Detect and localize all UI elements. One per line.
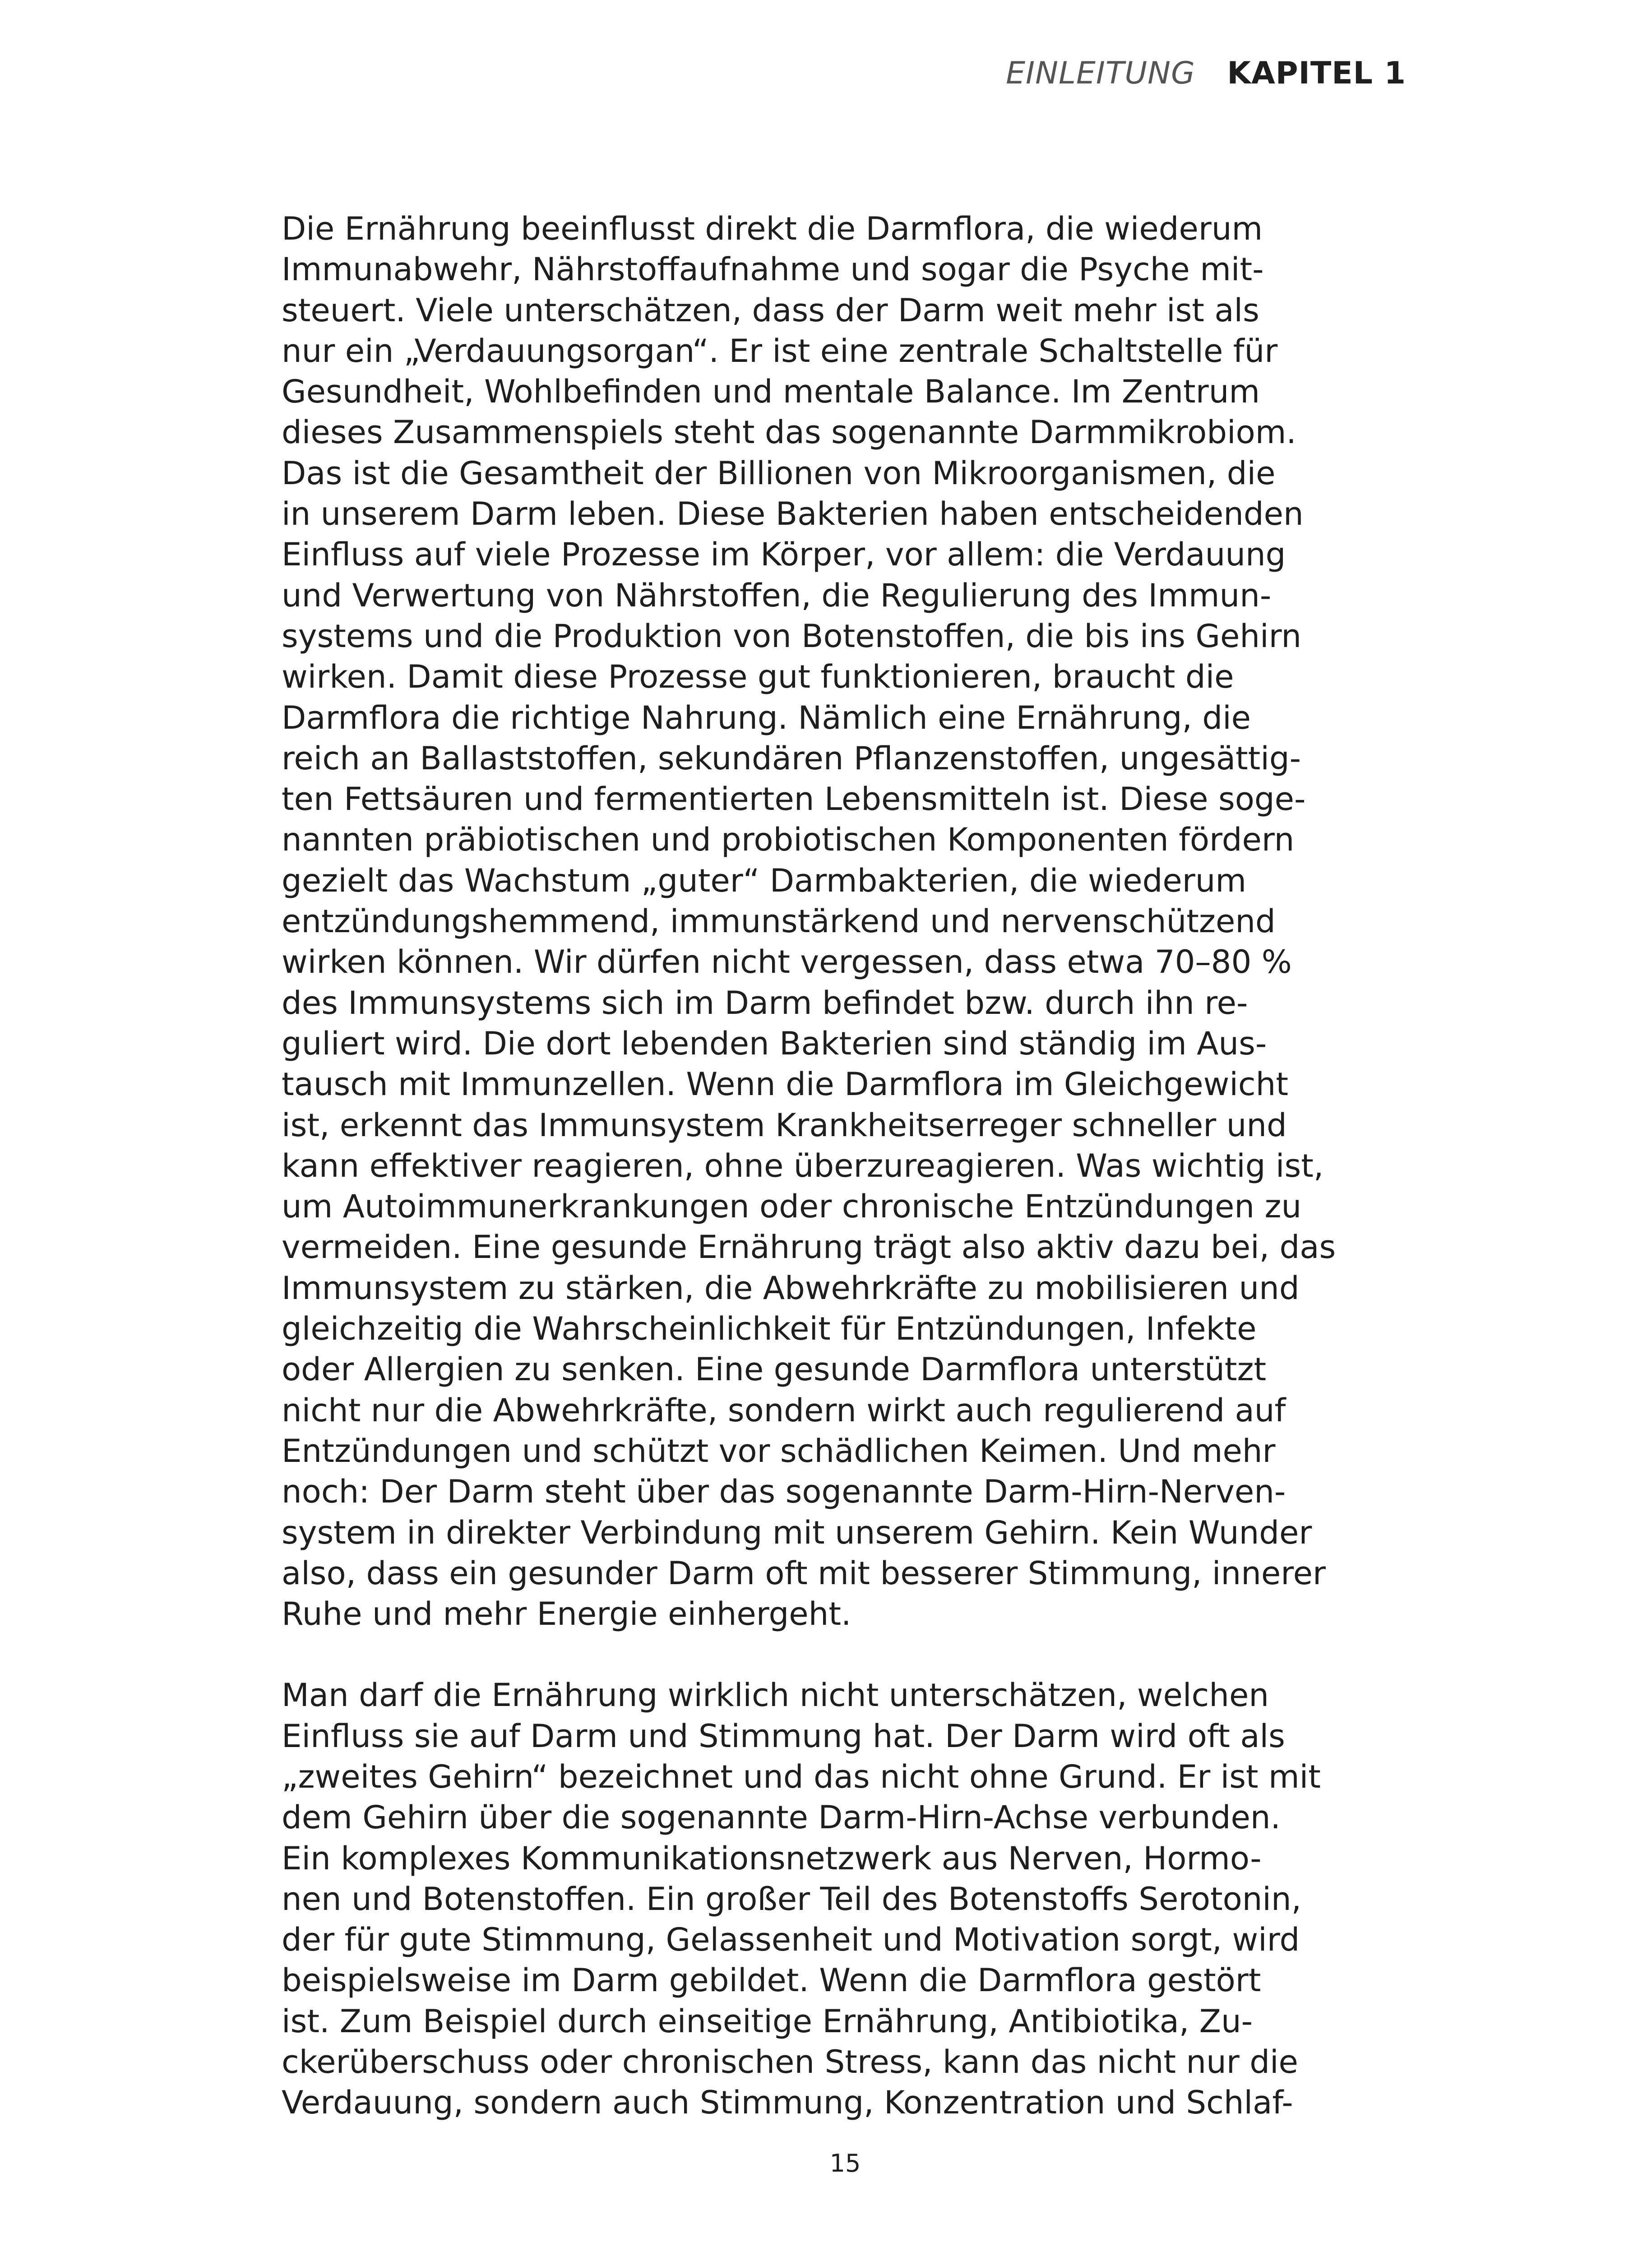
text-line: wirken. Damit diese Prozesse gut funktionieren, braucht die — [282, 658, 1234, 696]
paragraph-2 — [282, 1675, 1414, 2123]
text-line: systems und die Produktion von Botenstoffen, die bis ins Gehirn — [282, 617, 1302, 655]
text-line: beispielsweise im Darm gebildet. Wenn die Darmflora gestört — [282, 1962, 1261, 1999]
paragraph-1 — [282, 208, 1414, 1634]
text-line: wirken können. Wir dürfen nicht vergessen, dass etwa 70–80 % — [282, 943, 1292, 981]
text-line: gleichzeitig die Wahrscheinlichkeit für Entzündungen, Infekte — [282, 1310, 1257, 1348]
text-line: ten Fettsäuren und fermentierten Lebensmitteln ist. Diese soge- — [282, 781, 1306, 818]
text-line: und Verwertung von Nährstoffen, die Regulierung des Immun- — [282, 577, 1272, 614]
text-line: reich an Ballaststoffen, sekundären Pflanzenstoffen, ungesättig- — [282, 740, 1301, 777]
text-line: kann effektiver reagieren, ohne überzureagieren. Was wichtig ist, — [282, 1147, 1324, 1184]
text-line: der für gute Stimmung, Gelassenheit und Motivation sorgt, wird — [282, 1921, 1300, 1959]
header-section-title: EINLEITUNG — [1006, 55, 1195, 91]
text-line: dem Gehirn über die sogenannte Darm-Hirn-Achse verbunden. — [282, 1799, 1281, 1836]
text-line: ist, erkennt das Immunsystem Krankheitserreger schneller und — [282, 1106, 1287, 1144]
text-line: Das ist die Gesamtheit der Billionen von Mikroorganismen, die — [282, 454, 1276, 492]
text-line: nannten präbiotischen und probiotischen Komponenten fördern — [282, 821, 1295, 859]
text-line: Einfluss sie auf Darm und Stimmung hat. Der Darm wird oft als — [282, 1717, 1285, 1755]
text-line: Ruhe und mehr Energie einhergeht. — [282, 1595, 851, 1633]
text-line: Die Ernährung beeinflusst direkt die Darmflora, die wiederum — [282, 210, 1263, 247]
text-line: dieses Zusammenspiels steht das sogenannte Darmmikrobiom. — [282, 414, 1296, 451]
text-line: system in direkter Verbindung mit unserem Gehirn. Kein Wunder — [282, 1514, 1312, 1551]
text-line: ist. Zum Beispiel durch einseitige Ernährung, Antibiotika, Zu- — [282, 2002, 1253, 2040]
text-line: steuert. Viele unterschätzen, dass der Darm weit mehr ist als — [282, 291, 1259, 329]
text-line: vermeiden. Eine gesunde Ernährung trägt also aktiv dazu bei, das — [282, 1229, 1336, 1266]
text-line: guliert wird. Die dort lebenden Bakterien sind ständig im Aus- — [282, 1025, 1267, 1062]
text-line: nen und Botenstoffen. Ein großer Teil des Botenstoffs Serotonin, — [282, 1880, 1302, 1918]
text-line: in unserem Darm leben. Diese Bakterien haben entscheidenden — [282, 495, 1304, 533]
text-line: des Immunsystems sich im Darm befindet bzw. durch ihn re- — [282, 984, 1248, 1022]
running-header — [1006, 53, 1406, 94]
text-line: Immunsystem zu stärken, die Abwehrkräfte zu mobilisieren und — [282, 1269, 1300, 1307]
text-line: Ein komplexes Kommunikationsnetzwerk aus Nerven, Hormo- — [282, 1840, 1262, 1877]
text-line: Immunabwehr, Nährstoffaufnahme und sogar die Psyche mit- — [282, 251, 1264, 288]
text-line: nur ein „Verdauungsorgan“. Er ist eine zentrale Schaltstelle für — [282, 332, 1278, 370]
header-chapter-label: KAPITEL 1 — [1227, 55, 1406, 91]
text-line: tausch mit Immunzellen. Wenn die Darmflora im Gleichgewicht — [282, 1066, 1289, 1103]
text-line: also, dass ein gesunder Darm oft mit besserer Stimmung, innerer — [282, 1554, 1326, 1592]
text-line: noch: Der Darm steht über das sogenannte Darm-Hirn-Nerven- — [282, 1473, 1286, 1511]
text-line: Verdauung, sondern auch Stimmung, Konzentration und Schlaf- — [282, 2084, 1293, 2122]
body-text — [282, 208, 1414, 2164]
page-number: 15 — [829, 2149, 861, 2177]
text-line: „zweites Gehirn“ bezeichnet und das nicht ohne Grund. Er ist mit — [282, 1758, 1321, 1795]
text-line: Man darf die Ernährung wirklich nicht unterschätzen, welchen — [282, 1677, 1269, 1714]
text-line: gezielt das Wachstum „guter“ Darmbakterien, die wiederum — [282, 862, 1247, 899]
text-line: Darmflora die richtige Nahrung. Nämlich eine Ernährung, die — [282, 699, 1251, 736]
text-line: Entzündungen und schützt vor schädlichen Keimen. Und mehr — [282, 1432, 1276, 1470]
text-line: nicht nur die Abwehrkräfte, sondern wirkt auch regulierend auf — [282, 1392, 1286, 1429]
text-line: oder Allergien zu senken. Eine gesunde Darmflora unterstützt — [282, 1351, 1267, 1388]
text-line: um Autoimmunerkrankungen oder chronische Entzündungen zu — [282, 1188, 1302, 1225]
text-line: ckerüberschuss oder chronischen Stress, kann das nicht nur die — [282, 2043, 1298, 2081]
text-line: entzündungshemmend, immunstärkend und nervenschützend — [282, 903, 1276, 940]
text-line: Gesundheit, Wohlbefinden und mentale Balance. Im Zentrum — [282, 373, 1260, 411]
text-line: Einfluss auf viele Prozesse im Körper, vor allem: die Verdauung — [282, 536, 1286, 573]
